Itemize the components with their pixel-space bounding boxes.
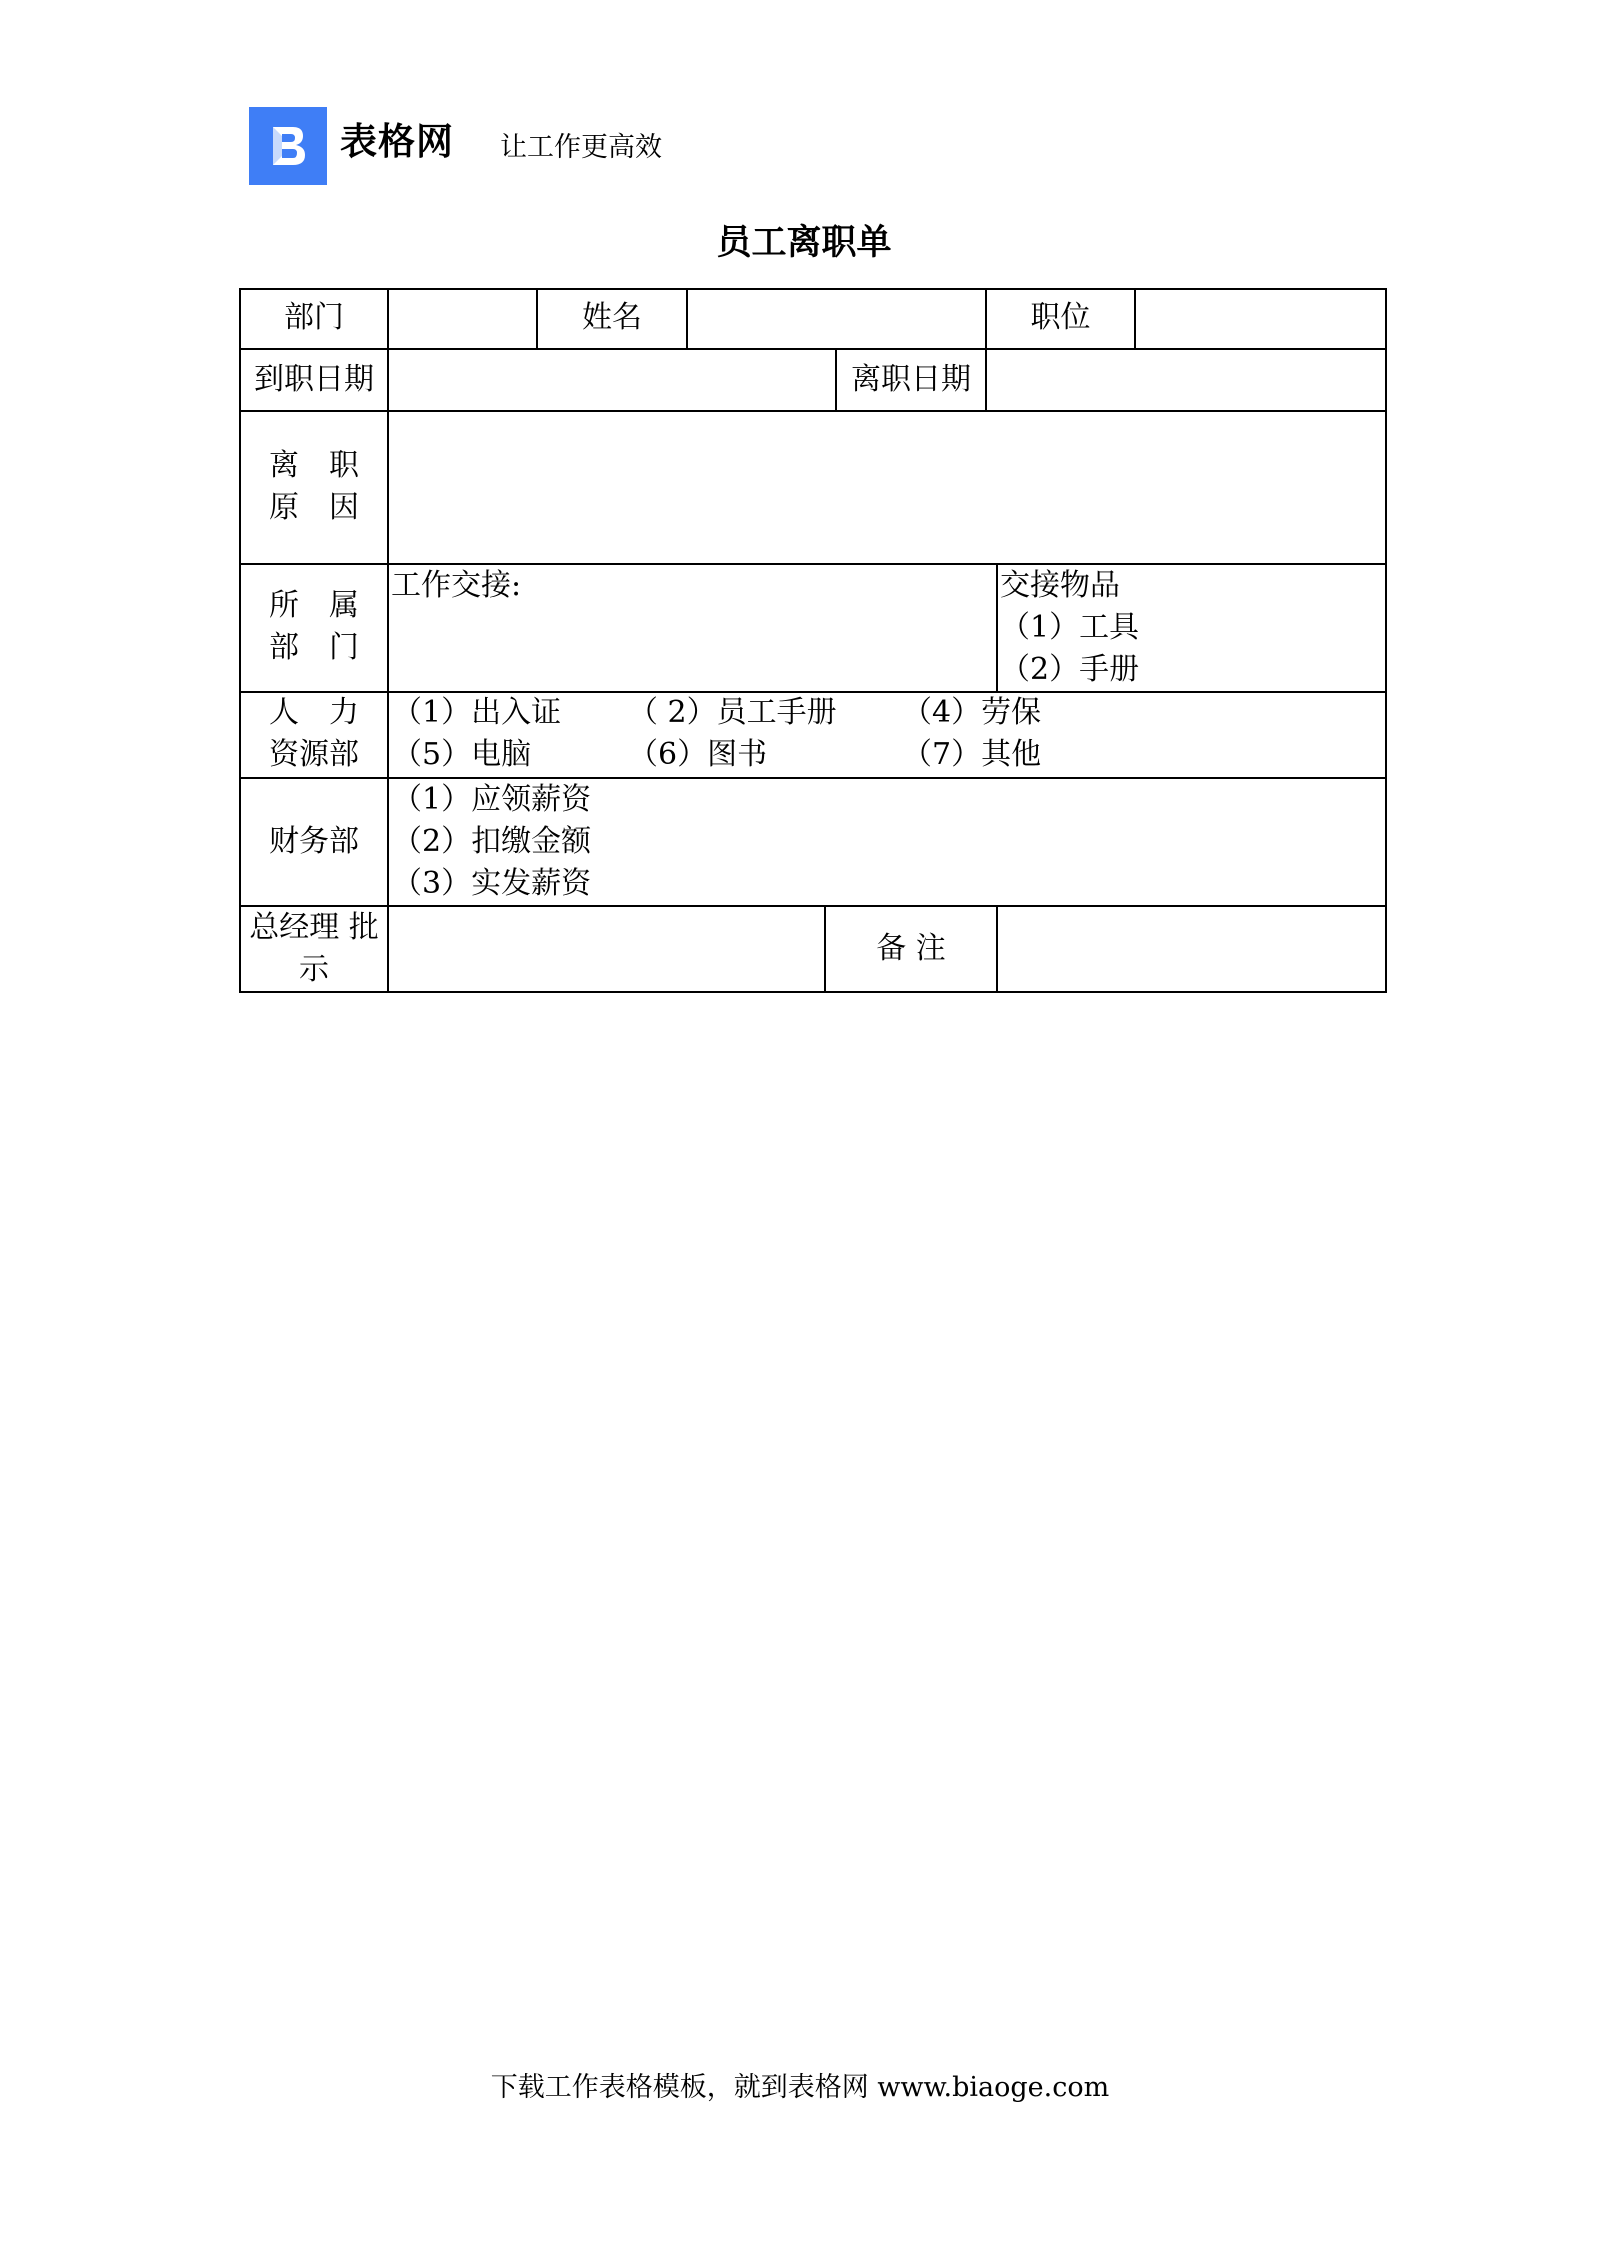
footer-text: 下载工作表格模板，就到表格网 www.biaoge.com <box>490 2072 1110 2103</box>
own-department-label-line2: 部 门 <box>269 630 359 665</box>
work-handover-label: 工作交接: <box>391 568 522 603</box>
hr-label-line1: 人 力 <box>269 695 359 730</box>
hr-item: （1）出入证 <box>392 695 562 730</box>
finance-item: （2）扣缴金额 <box>392 824 592 859</box>
leave-reason-field[interactable] <box>389 412 1385 563</box>
resignation-form-table <box>239 288 1387 993</box>
join-date-label: 到职日期 <box>254 362 374 397</box>
brand-logo-icon <box>249 107 327 185</box>
department-field[interactable] <box>389 290 536 348</box>
position-label: 职位 <box>1030 300 1091 335</box>
leave-reason-label-line2: 原 因 <box>269 490 359 525</box>
hr-item: （4）劳保 <box>902 695 1042 730</box>
hr-item: （5）电脑 <box>392 737 532 772</box>
own-department-label-line1: 所 属 <box>269 588 359 623</box>
hr-label-line2: 资源部 <box>269 737 359 772</box>
remark-field[interactable] <box>998 907 1385 991</box>
handover-item: （2）手册 <box>1000 652 1140 687</box>
name-label: 姓名 <box>582 300 642 335</box>
leave-reason-label-line1: 离 职 <box>269 448 359 483</box>
finance-item: （1）应领薪资 <box>392 782 592 817</box>
name-field[interactable] <box>688 290 985 348</box>
join-date-field[interactable] <box>389 350 835 410</box>
gm-approval-field[interactable] <box>389 907 824 991</box>
finance-item: （3）实发薪资 <box>392 866 592 901</box>
hr-item: （6）图书 <box>628 737 768 772</box>
remark-label: 备 注 <box>876 931 946 966</box>
position-field[interactable] <box>1136 290 1385 348</box>
handover-item: （1）工具 <box>1000 610 1140 645</box>
brand-name: 表格网 <box>340 120 454 163</box>
gm-approval-label-line2: 示 <box>299 952 329 987</box>
hr-item: （7）其他 <box>902 737 1042 772</box>
document-title: 员工离职单 <box>716 222 892 263</box>
gm-approval-label-line1: 总经理 批 <box>249 910 379 945</box>
handover-items-title: 交接物品 <box>1000 568 1120 603</box>
department-label: 部门 <box>284 300 344 335</box>
finance-label: 财务部 <box>269 824 359 859</box>
brand-slogan: 让工作更高效 <box>500 132 662 163</box>
leave-date-field[interactable] <box>987 350 1385 410</box>
hr-item: （ 2）员工手册 <box>628 695 837 730</box>
leave-date-label: 离职日期 <box>851 362 971 397</box>
